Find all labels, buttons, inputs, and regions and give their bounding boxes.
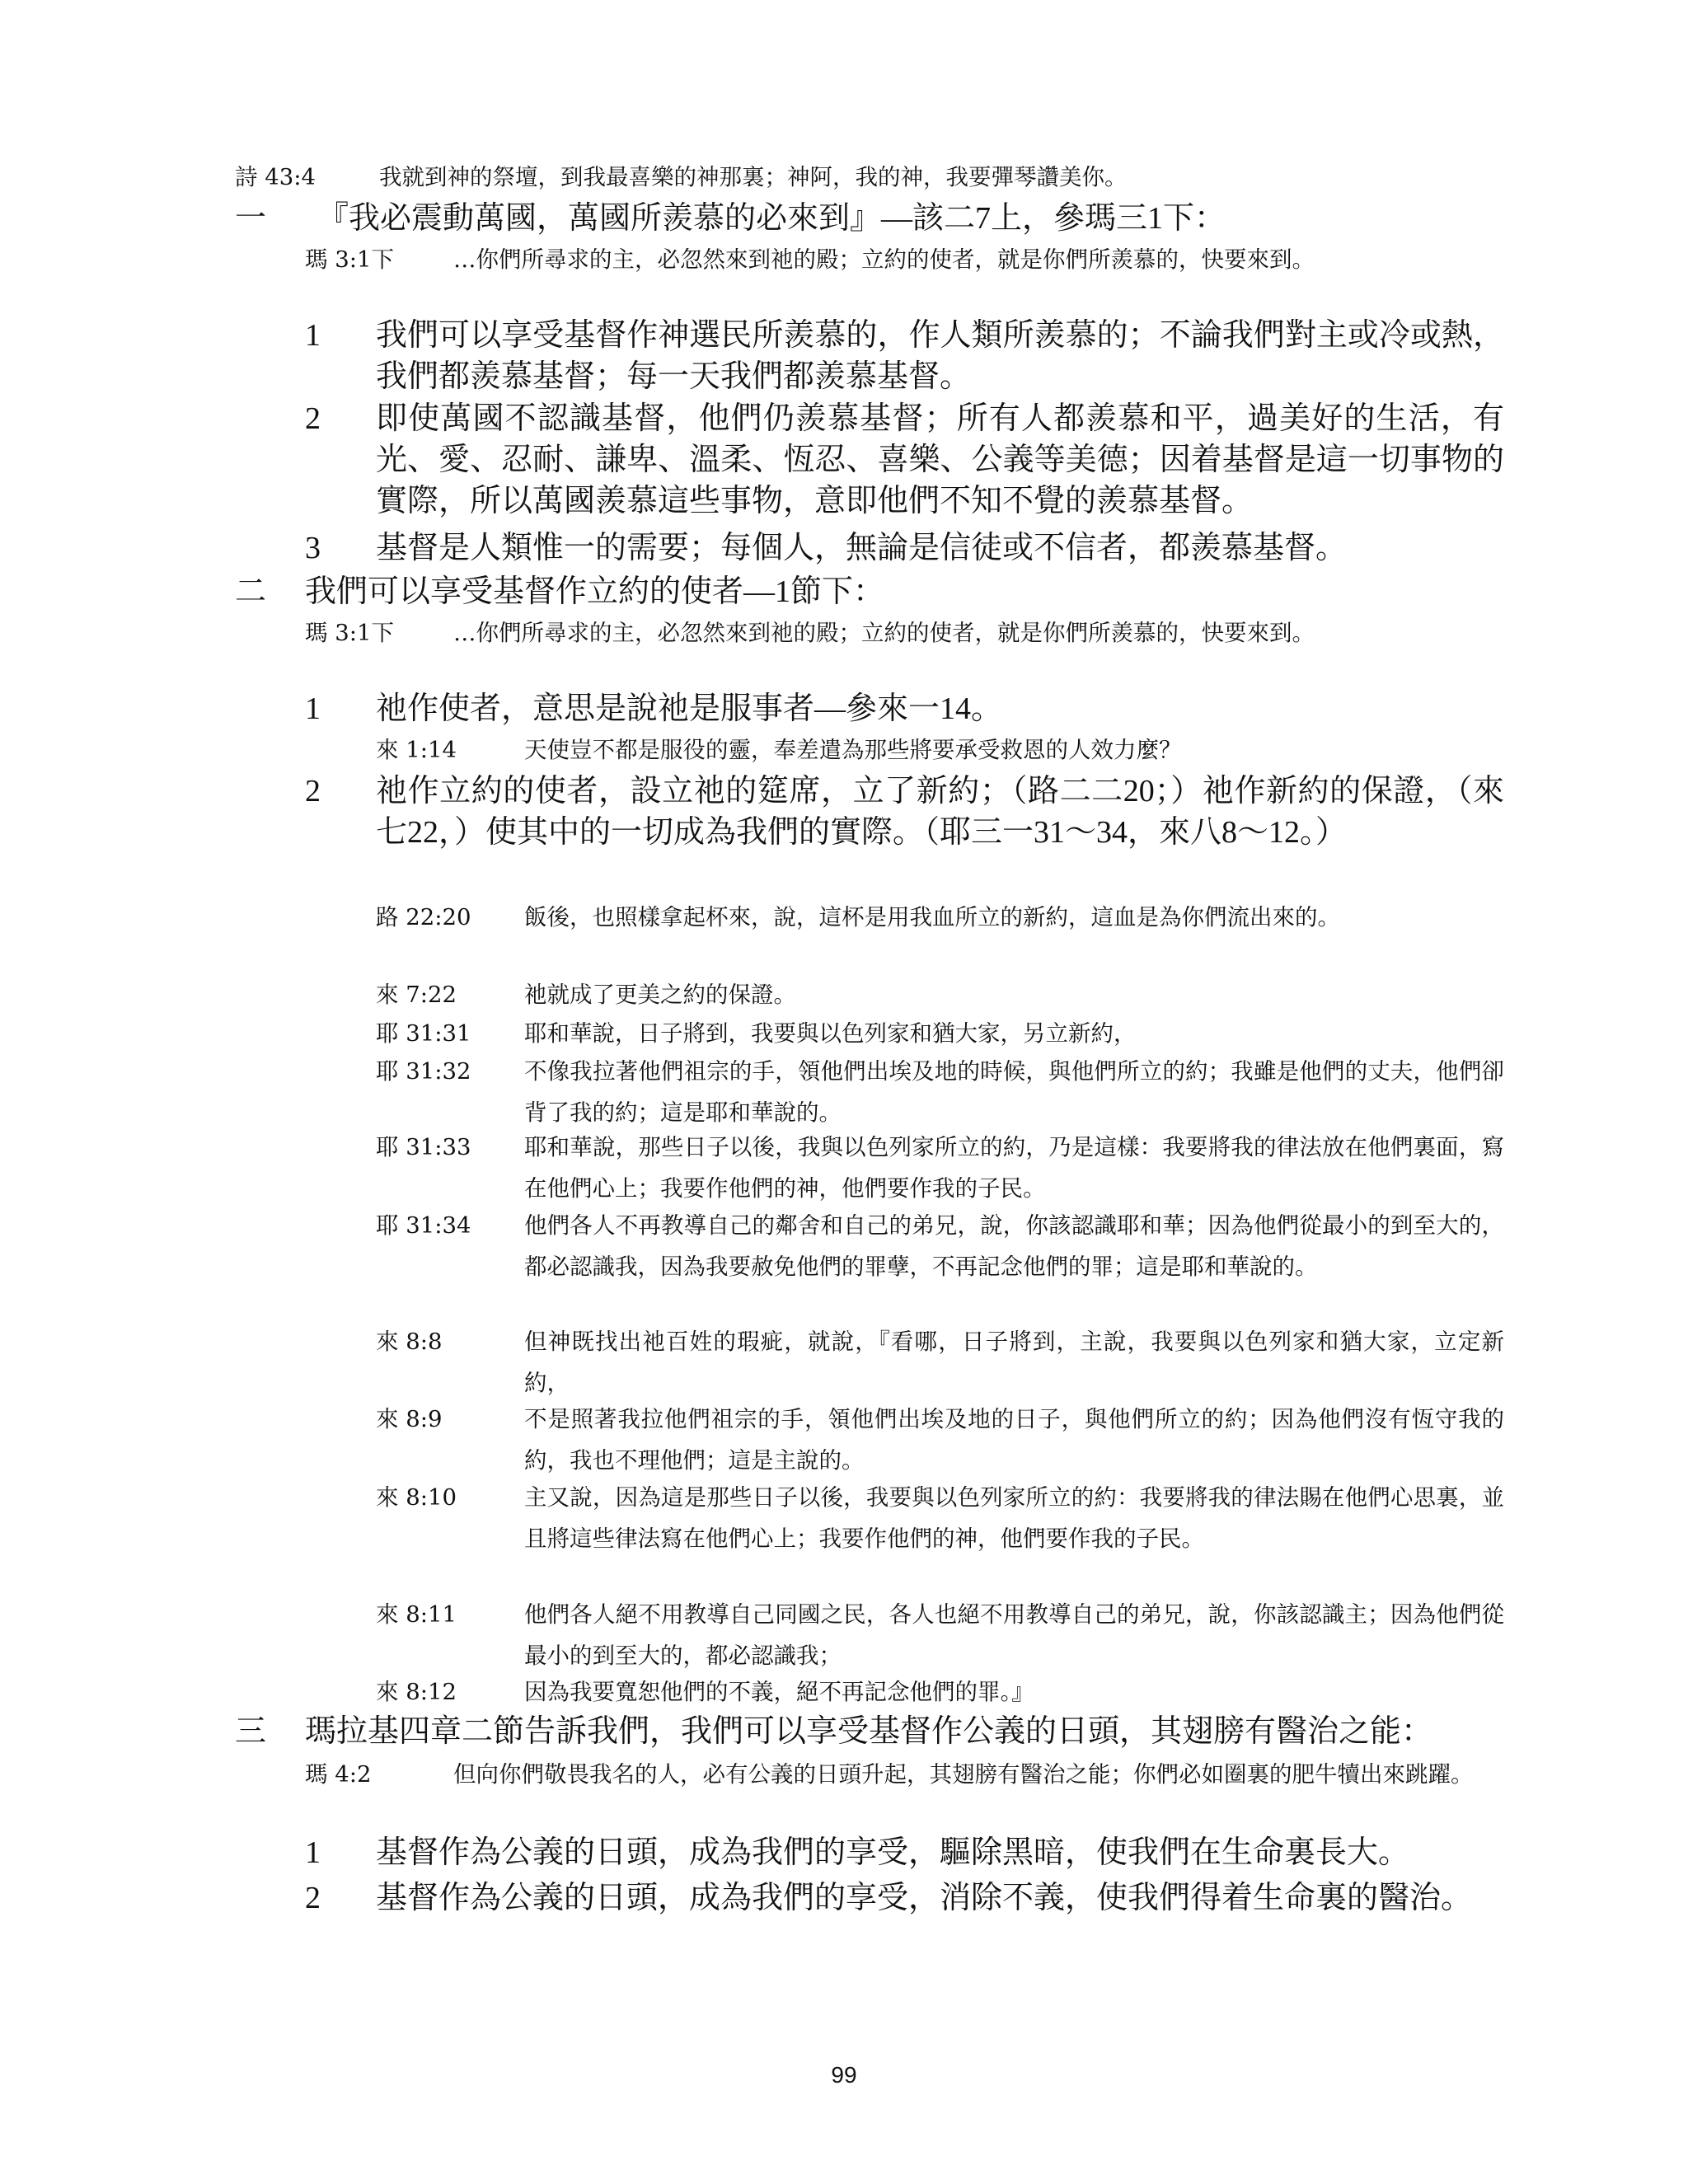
verse-text: 主又說，因為這是那些日子以後，我要與以色列家所立的約：我要將我的律法賜在他們心思裏，並且將這些律法寫在他們心上；我要作他們的神，他們要作我的子民。 — [524, 1484, 1504, 1552]
verse-text: 但神既找出祂百姓的瑕疵，就說，『看哪，日子將到，主說，我要與以色列家和猶大家，立定新約， — [524, 1329, 1504, 1396]
point-number: 2 — [305, 1881, 321, 1915]
point-number: 1 — [305, 1835, 321, 1870]
point-text: 祂作使者，意思是說祂是服事者—參來一14。 — [376, 691, 1003, 726]
section-number: 三 — [235, 1714, 267, 1749]
point-1-1 — [305, 315, 1504, 397]
verse-ref: 來 8:10 — [376, 1484, 457, 1511]
verse-text: 他們各人絕不用教導自己同國之民，各人也絕不用教導自己的弟兄，說，你該認識主；因為他們從最小的到至大的，都必認識我； — [524, 1601, 1504, 1669]
verse-ref: 來 8:9 — [376, 1406, 443, 1432]
point-number: 3 — [305, 531, 321, 565]
page-number: 99 — [831, 2062, 857, 2088]
verse-hebrews-8-8 — [376, 1321, 1504, 1404]
verse-malachi-4-2 — [305, 1754, 1504, 1795]
verse-text: 不像我拉著他們祖宗的手，領他們出埃及地的時候，與他們所立的約；我雖是他們的丈夫，他們卻背了我的約；這是耶和華說的。 — [524, 1058, 1504, 1126]
verse-malachi-3-1-b — [305, 612, 1504, 654]
point-text: 我們可以享受基督作神選民所羨慕的，作人類所羨慕的；不論我們對主或冷或熱，我們都羨慕基督；每一天我們都羨慕基督。 — [376, 318, 1504, 394]
verse-ref: 瑪 3:1下 — [305, 246, 394, 273]
verse-ref: 瑪 3:1下 — [305, 620, 394, 646]
verse-luke-22-20 — [376, 897, 1504, 938]
verse-psalm-43-4 — [235, 157, 1504, 198]
point-1-3 — [305, 527, 1504, 569]
verse-jeremiah-31-31 — [376, 1013, 1504, 1054]
verse-hebrews-8-9 — [376, 1399, 1504, 1481]
verse-ref: 耶 31:34 — [376, 1212, 471, 1239]
verse-text: …你們所尋求的主，必忽然來到祂的殿；立約的使者，就是你們所羨慕的，快要來到。 — [453, 620, 1315, 646]
verse-text: 他們各人不再教導自己的鄰舍和自己的弟兄，說，你該認識耶和華；因為他們從最小的到至大的，都必認識我，因為我要赦免他們的罪孽，不再記念他們的罪；這是耶和華說的。 — [524, 1212, 1504, 1280]
verse-text: …你們所尋求的主，必忽然來到祂的殿；立約的使者，就是你們所羨慕的，快要來到。 — [453, 246, 1315, 273]
point-text: 即使萬國不認識基督，他們仍羨慕基督；所有人都羨慕和平，過美好的生活，有光、愛、忍耐、謙卑、溫柔、恆忍、喜樂、公義等美德；因着基督是這一切事物的實際，所以萬國羨慕這些事物，意即他們不知不覺的羨慕基督。 — [376, 401, 1504, 518]
verse-malachi-3-1-a — [305, 239, 1504, 280]
verse-text: 祂就成了更美之約的保證。 — [524, 982, 796, 1008]
verse-hebrews-8-12 — [376, 1671, 1504, 1713]
verse-ref: 耶 31:31 — [376, 1020, 471, 1047]
section-heading-3 — [235, 1711, 1504, 1752]
point-text: 基督作為公義的日頭，成為我們的享受，驅除黑暗，使我們在生命裏長大。 — [376, 1835, 1410, 1870]
verse-ref: 詩 43:4 — [235, 164, 316, 190]
point-text: 祂作立約的使者，設立祂的筵席，立了新約；（路二二20；）祂作新約的保證，（來七22，）使其中的一切成為我們的實際。（耶三一31～34，來八8～12。） — [376, 774, 1504, 850]
verse-jeremiah-31-33 — [376, 1127, 1504, 1209]
verse-text: 我就到神的祭壇，到我最喜樂的神那裏；神阿，我的神，我要彈琴讚美你。 — [379, 164, 1128, 190]
point-text: 基督作為公義的日頭，成為我們的享受，消除不義，使我們得着生命裏的醫治。 — [376, 1881, 1473, 1915]
verse-ref: 來 8:12 — [376, 1679, 457, 1705]
section-heading-2 — [235, 571, 1504, 612]
verse-ref: 耶 31:33 — [376, 1134, 471, 1160]
verse-ref: 路 22:20 — [376, 904, 471, 930]
section-text: 『我必震動萬國，萬國所羨慕的必來到』—該二7上，參瑪三1下： — [317, 201, 1226, 236]
point-number: 1 — [305, 318, 321, 353]
point-2-1 — [305, 688, 1504, 729]
point-3-2 — [305, 1877, 1504, 1919]
verse-text: 不是照著我拉他們祖宗的手，領他們出埃及地的日子，與他們所立的約；因為他們沒有恆守我的約，我也不理他們；這是主說的。 — [524, 1406, 1504, 1474]
point-number: 2 — [305, 401, 321, 436]
verse-jeremiah-31-32 — [376, 1051, 1504, 1133]
verse-text: 耶和華說，那些日子以後，我與以色列家所立的約，乃是這樣：我要將我的律法放在他們裏面，寫在他們心上；我要作他們的神，他們要作我的子民。 — [524, 1134, 1504, 1202]
verse-ref: 來 8:11 — [376, 1601, 457, 1628]
verse-jeremiah-31-34 — [376, 1205, 1504, 1287]
verse-ref: 來 1:14 — [376, 737, 457, 763]
point-3-1 — [305, 1832, 1504, 1873]
point-2-2 — [305, 771, 1504, 853]
verse-text: 但向你們敬畏我名的人，必有公義的日頭升起，其翅膀有醫治之能；你們必如圈裏的肥牛犢出來跳躍。 — [453, 1761, 1474, 1788]
verse-ref: 來 7:22 — [376, 982, 457, 1008]
section-text: 我們可以享受基督作立約的使者—1節下： — [305, 574, 885, 609]
verse-hebrews-8-10 — [376, 1477, 1504, 1559]
point-number: 2 — [305, 774, 321, 808]
verse-ref: 來 8:8 — [376, 1329, 443, 1355]
point-1-2 — [305, 398, 1504, 522]
point-number: 1 — [305, 691, 321, 726]
verse-hebrews-1-14 — [376, 729, 1504, 771]
section-number: 二 — [235, 574, 267, 609]
section-heading-1 — [235, 198, 1504, 239]
verse-text: 因為我要寬恕他們的不義，絕不再記念他們的罪。』 — [524, 1679, 1034, 1705]
verse-text: 飯後，也照樣拿起杯來，說，這杯是用我血所立的新約，這血是為你們流出來的。 — [524, 904, 1340, 930]
verse-ref: 瑪 4:2 — [305, 1761, 372, 1788]
section-number: 一 — [235, 201, 267, 236]
point-text: 基督是人類惟一的需要；每個人，無論是信徒或不信者，都羨慕基督。 — [376, 531, 1348, 565]
section-text: 瑪拉基四章二節告訴我們，我們可以享受基督作公義的日頭，其翅膀有醫治之能： — [305, 1714, 1433, 1749]
verse-hebrews-8-11 — [376, 1594, 1504, 1676]
verse-text: 天使豈不都是服役的靈，奉差遣為那些將要承受救恩的人效力麼？ — [524, 737, 1182, 763]
verse-text: 耶和華說，日子將到，我要與以色列家和猶大家，另立新約， — [524, 1020, 1137, 1047]
verse-hebrews-7-22 — [376, 974, 1504, 1015]
verse-ref: 耶 31:32 — [376, 1058, 471, 1085]
